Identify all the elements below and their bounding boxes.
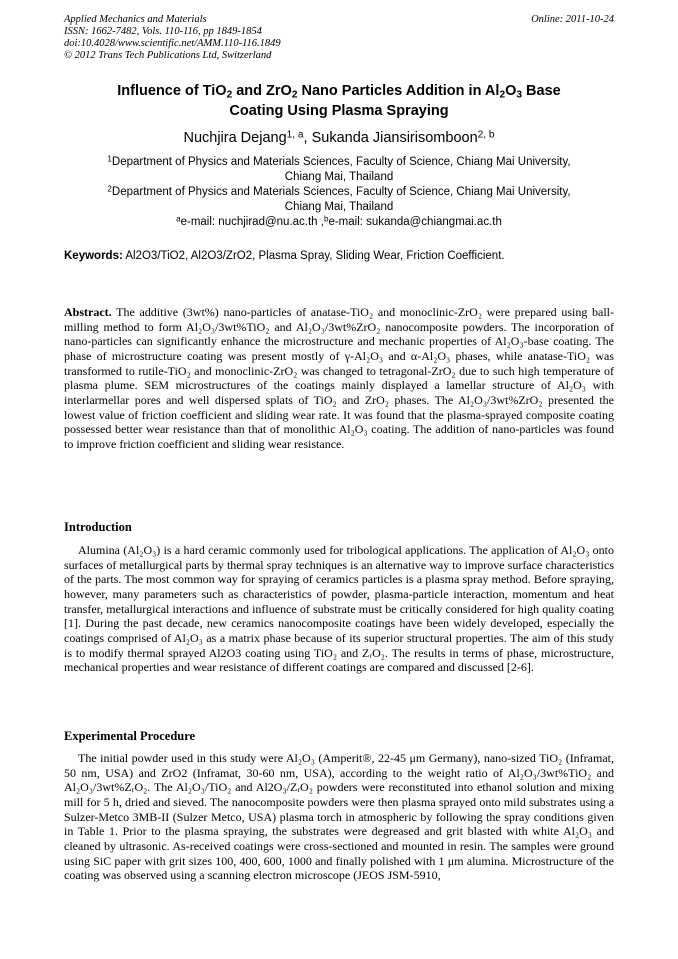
author-1: Nuchjira Dejang: [183, 130, 287, 146]
copyright-line: © 2012 Trans Tech Publications Ltd, Switzerland: [64, 50, 272, 61]
email-a: e-mail: nuchjirad@nu.ac.th ,: [180, 216, 324, 228]
online-date: Online: 2011-10-24: [531, 14, 614, 25]
affiliations: $^1$Department of Physics and Materials Sciences, Faculty of Science, Chiang Mai University, Chiang Mai, Thailand $^2$Department of Physics and Materials Sciences, Faculty of Science, Chiang Mai University, Chiang Mai, Thailand $^a$e-mail: nuchjirad@nu.ac.th ,$^b$e-mail: sukanda@chiangmai.ac.th: [60, 155, 618, 230]
title-line-1: Influence of TiO$_2$ and ZrO$_2$ Nano Particles Addition in $Al_2O_3$ Base: [117, 83, 561, 101]
paper-title: [60, 81, 618, 121]
issn-line: ISSN: 1662-7482, Vols. 110-116, pp 1849-1854: [64, 26, 262, 37]
abstract: [64, 305, 614, 452]
experimental-text: The initial powder used in this study were Al₂O₃ (Amperit®, 22-45 μm Germany), nano-sized TiO₂ (Inframat, 50 nm, USA) and ZrO2 (Inframat, 30-60 nm, USA), according to the weight ratio of Al₂O₃/3wt%TiO₂ and Al₂O₃/3wt%ZᵣO₂. The Al₂O₃/TiO₂ and Al2O₃/ZᵣO₂ powders were reconstituted into ethanol solution and mixing mill for 5 h, dried and sieved. The nanocomposite powders were then plasma sprayed onto mild substrates using a Sulzer-Metco 3MB-II (Sulzer Metco, USA) plasma torch in atmospheric by following the spray conditions given in Table 1. Prior to the plasma spraying, the substrates were degreased and grit blasted with white Al₂O₃ and cleaned by ultrasonic. As-received coatings were cross-sectioned and mounted in resin. The samples were ground using SiC paper with grit sizes 100, 400, 600, 1000 and finally polished with 1 μm alumina. Microstructure of the coating was observed using a scanning electron microscope (JEOS JSM-5910,: [64, 751, 614, 883]
keywords: [64, 249, 624, 263]
abstract-text: The additive (3wt%) nano-particles of anatase-TiO₂ and monoclinic-ZrO₂ were prepared using ball-milling method to form Al₂O₃/3wt%TiO₂ and Al₂O₃/3wt%ZrO₂ nanocomposite powders. The incorporation of nano-particles can significantly enhance the microstructure and mechanic properties of Al₂O₃-base coating. The phase of microstructure coating was present mostly of γ-Al₂O₃ and α-Al₂O₃ phases, while anatase-TiO₂ was transformed to rutile-TiO₂ and monoclinic-ZrO₂ was changed to tetragonal-ZrO₂ due to such high temperature of plasma plume. SEM microstructures of the coatings mainly displayed a lamellar structure of Al₂O₃ with interlarmellar pores and well dispersed splats of TiO₂ and ZrO₂ phases. The Al₂O₃/3wt%ZrO₂ presented the lowest value of friction coefficient and sliding wear rate. It was found that the plasma-sprayed composite coating possessed better wear resistance than that of monolithic Al₂O₃ coating. The addition of nano-particles was found to improve friction coefficient and sliding wear resistance.: [64, 305, 614, 451]
email-b: e-mail: sukanda@chiangmai.ac.th: [328, 216, 502, 228]
doi-line: doi:10.4028/www.scientific.net/AMM.110-116.1849: [64, 38, 281, 49]
abstract-label: Abstract.: [64, 305, 112, 319]
experimental-heading: Experimental Procedure: [64, 729, 196, 743]
keywords-label: Keywords:: [64, 250, 123, 262]
author-2-affil: 2, b: [477, 129, 495, 141]
journal-name: Applied Mechanics and Materials: [64, 14, 207, 25]
affiliation-2: $^2$Department of Physics and Materials Sciences, Faculty of Science, Chiang Mai University,: [107, 184, 571, 198]
author-1-affil: 1, a: [286, 129, 304, 141]
title-line-2: Coating Using Plasma Spraying: [229, 103, 449, 119]
journal-header: [64, 14, 281, 62]
introduction-text: Alumina (Al₂O₃) is a hard ceramic commonly used for tribological applications. The application of Al₂O₃ onto surfaces of metallurgical parts by thermal spray techniques is an alternative way to improve surface characteristics of the parts. The most common way for spraying of ceramics particles is a plasma spray method. Before spraying, however, many parameters such as characteristics of powder, plasma-particle interaction, momentum and heat transfer, metallurgical interactions and influence of substrate must be critically considered for high quality coating [1]. During the past decade, new ceramics nanocomposite coatings have been widely developed, especially the coatings comprised of Al₂O₃ as a matrix phase because of its superior structural properties. The aim of this study is to modify thermal sprayed Al2O3 coating using TiO₂ and ZᵣO₂. The results in terms of phase, microstructure, mechanical properties and wear resistance of different coatings are compared and discussed [2-6].: [64, 543, 614, 675]
affiliation-1: $^1$Department of Physics and Materials Sciences, Faculty of Science, Chiang Mai University,: [107, 154, 571, 168]
author-emails: $^a$e-mail: nuchjirad@nu.ac.th ,$^b$e-mail: sukanda@chiangmai.ac.th: [176, 214, 502, 228]
author-2: Sukanda Jiansirisomboon: [311, 130, 478, 146]
introduction-heading: Introduction: [64, 520, 132, 534]
author-list: Nuchjira Dejang$^{1, a}$, Sukanda Jiansirisomboon$^{2, b}$: [183, 129, 495, 146]
keywords-text: Al2O3/TiO2, Al2O3/ZrO2, Plasma Spray, Sliding Wear, Friction Coefficient.: [122, 250, 505, 262]
